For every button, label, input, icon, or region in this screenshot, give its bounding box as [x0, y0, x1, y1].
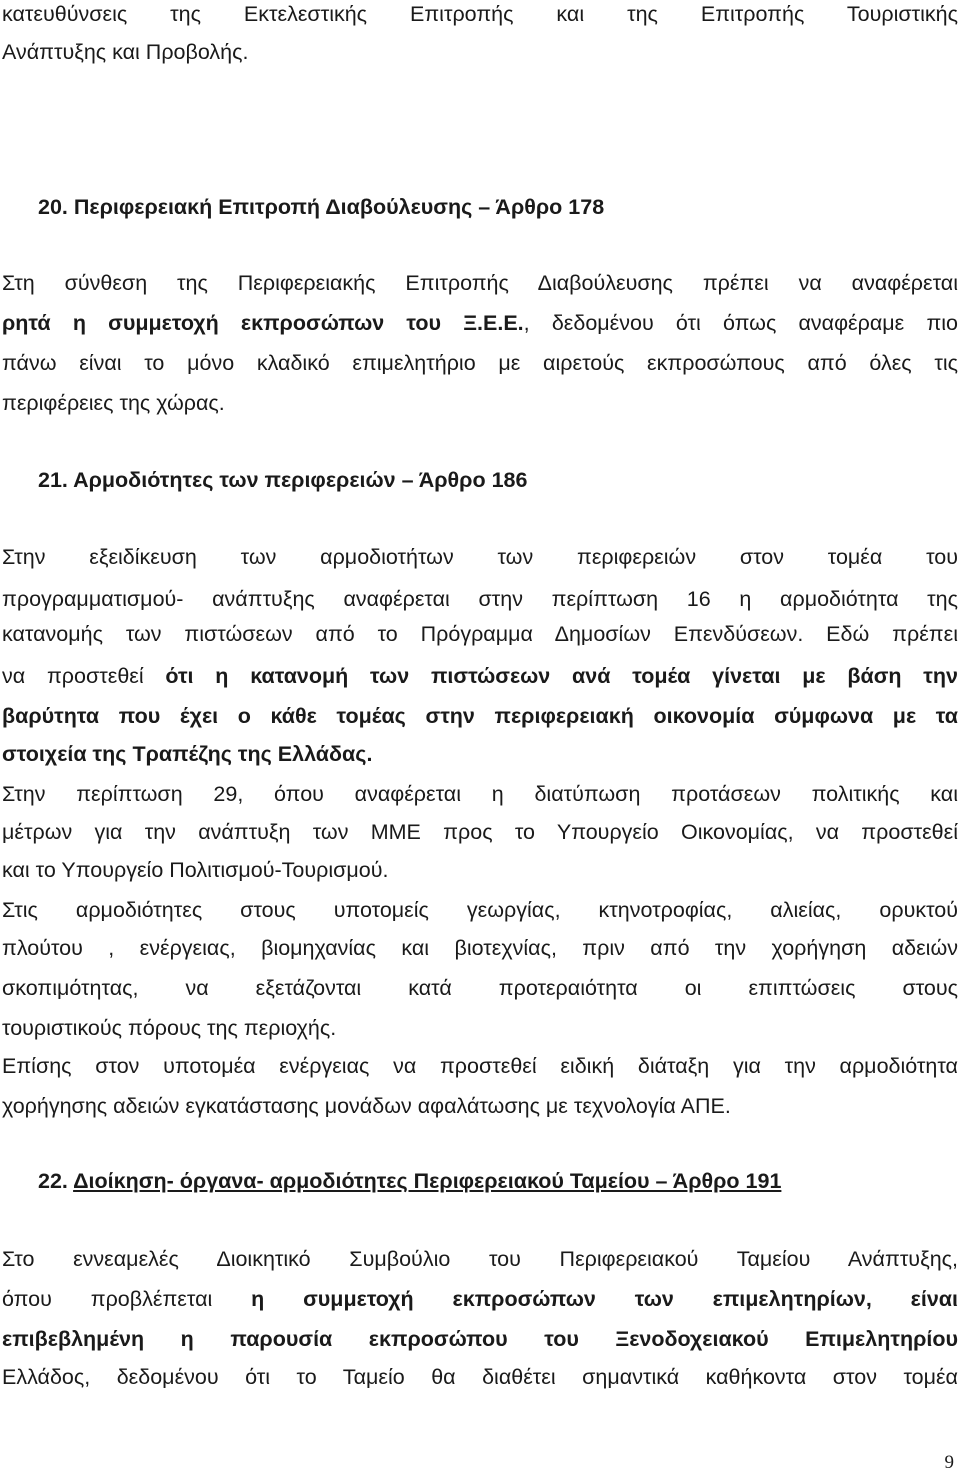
- paragraph-line: επιβεβλημένη η παρουσία εκπροσώπου του Ξενοδοχειακού Επιμελητηρίου: [2, 1327, 958, 1351]
- paragraph-line: Στις αρμοδιότητες στους υποτομείς γεωργίας, κτηνοτροφίας, αλιείας, ορυκτού: [2, 898, 958, 922]
- paragraph-line: πλούτου , ενέργειας, βιομηχανίας και βιοτεχνίας, πριν από την χορήγηση αδειών: [2, 936, 958, 960]
- text-span: να προστεθεί: [2, 664, 166, 688]
- paragraph-line: τουριστικούς πόρους της περιοχής.: [2, 1016, 337, 1040]
- paragraph-line: Ανάπτυξης και Προβολής.: [2, 40, 249, 64]
- paragraph-line: [2, 309, 958, 337]
- paragraph-line: [2, 662, 958, 690]
- paragraph-line: [2, 1285, 958, 1313]
- paragraph-line: κατανομής των πιστώσεων από το Πρόγραμμα Δημοσίων Επενδύσεων. Εδώ πρέπει: [2, 622, 958, 646]
- section-20-heading: 20. Περιφερειακή Επιτροπή Διαβούλευσης – Άρθρο 178: [38, 195, 605, 219]
- paragraph-line: μέτρων για την ανάπτυξη των ΜΜΕ προς το Υπουργείο Οικονομίας, να προστεθεί: [2, 820, 958, 844]
- text-span: όπου προβλέπεται: [2, 1287, 252, 1311]
- paragraph-line: Στην περίπτωση 29, όπου αναφέρεται η διατύπωση προτάσεων πολιτικής και: [2, 782, 958, 806]
- paragraph-line: Στη σύνθεση της Περιφερειακής Επιτροπής Διαβούλευσης πρέπει να αναφέρεται: [2, 271, 958, 295]
- bold-text: ότι η κατανομή των πιστώσεων ανά τομέα γίνεται με βάση την: [165, 664, 958, 688]
- paragraph-line: Ελλάδος, δεδομένου ότι το Ταμείο θα διαθέτει σημαντικά καθήκοντα στον τομέα: [2, 1365, 958, 1389]
- bold-text: η συμμετοχή εκπροσώπων των επιμελητηρίων, είναι: [251, 1287, 958, 1311]
- text-span: , δεδομένου ότι όπως αναφέραμε πιο: [523, 311, 959, 335]
- paragraph-line: στοιχεία της Τραπέζης της Ελλάδας.: [2, 742, 373, 766]
- section-21-heading: 21. Αρμοδιότητες των περιφερειών – Άρθρο 186: [38, 468, 528, 492]
- paragraph-line: Επίσης στον υποτομέα ενέργειας να προστεθεί ειδική διάταξη για την αρμοδιότητα: [2, 1054, 958, 1078]
- bold-text: ρητά η συμμετοχή εκπροσώπων του Ξ.Ε.Ε.: [2, 311, 524, 335]
- section-number: 22.: [38, 1169, 74, 1193]
- section-22-heading: [38, 1167, 938, 1195]
- paragraph-line: βαρύτητα που έχει ο κάθε τομέας στην περιφερειακή οικονομία σύμφωνα με τα: [2, 704, 958, 728]
- paragraph-line: Στην εξειδίκευση των αρμοδιοτήτων των περιφερειών στον τομέα του: [2, 545, 958, 569]
- paragraph-line: και το Υπουργείο Πολιτισμού-Τουρισμού.: [2, 858, 389, 882]
- page-number: 9: [944, 1452, 954, 1473]
- section-title: Διοίκηση- όργανα- αρμοδιότητες Περιφερειακού Ταμείου – Άρθρο 191: [73, 1169, 782, 1193]
- paragraph-line: προγραμματισμού- ανάπτυξης αναφέρεται στην περίπτωση 16 η αρμοδιότητα της: [2, 587, 958, 611]
- paragraph-line: σκοπιμότητας, να εξετάζονται κατά προτεραιότητα οι επιπτώσεις στους: [2, 976, 958, 1000]
- paragraph-line: περιφέρειες της χώρας.: [2, 391, 225, 415]
- paragraph-line: Στο εννεαμελές Διοικητικό Συμβούλιο του Περιφερειακού Ταμείου Ανάπτυξης,: [2, 1247, 958, 1271]
- paragraph-line: πάνω είναι το μόνο κλαδικό επιμελητήριο με αιρετούς εκπροσώπους από όλες τις: [2, 351, 958, 375]
- paragraph-line: κατευθύνσεις της Εκτελεστικής Επιτροπής και της Επιτροπής Τουριστικής: [2, 2, 958, 26]
- paragraph-line: χορήγησης αδειών εγκατάστασης μονάδων αφαλάτωσης με τεχνολογία ΑΠΕ.: [2, 1094, 731, 1118]
